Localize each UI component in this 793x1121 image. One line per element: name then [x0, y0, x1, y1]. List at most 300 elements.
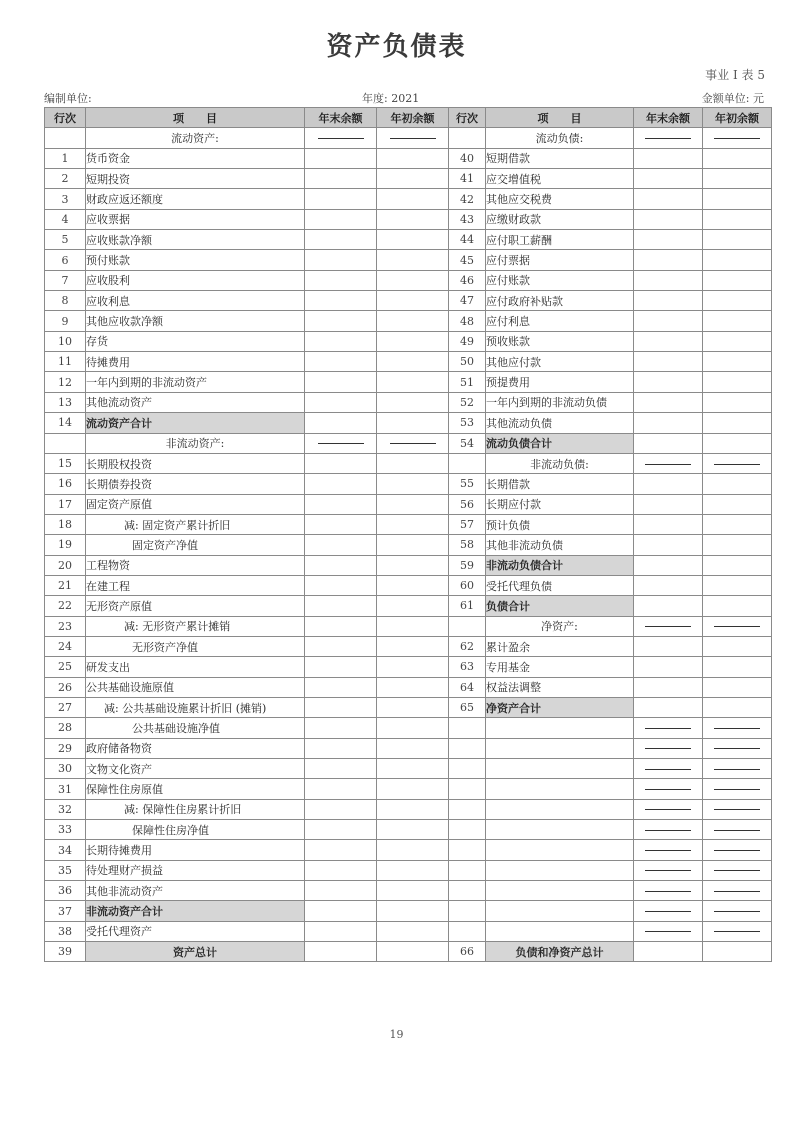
left-row-no: 33 [45, 820, 86, 840]
right-row-no: 49 [449, 331, 486, 351]
right-item [486, 820, 634, 840]
right-end-balance-cell[interactable] [634, 677, 703, 697]
left-begin-balance-cell[interactable] [377, 596, 449, 616]
left-begin-balance-cell[interactable] [377, 209, 449, 229]
left-begin-balance-cell[interactable] [377, 291, 449, 311]
right-row-no: 42 [449, 189, 486, 209]
right-row-no [449, 616, 486, 636]
left-row-no: 37 [45, 901, 86, 921]
left-begin-balance-cell[interactable] [377, 840, 449, 860]
left-begin-balance-cell[interactable] [377, 779, 449, 799]
left-begin-balance-cell[interactable] [377, 820, 449, 840]
table-row [45, 433, 772, 453]
table-row [45, 636, 772, 656]
right-row-no [449, 840, 486, 860]
left-begin-balance-cell[interactable] [377, 535, 449, 555]
right-row-no [449, 738, 486, 758]
left-end-balance-cell[interactable] [305, 148, 377, 168]
right-row-no: 65 [449, 697, 486, 717]
right-end-balance-cell[interactable] [634, 148, 703, 168]
right-end-balance-cell[interactable] [634, 352, 703, 372]
left-begin-balance-cell[interactable] [377, 250, 449, 270]
right-item: 应付职工薪酬 [486, 230, 634, 250]
table-row [45, 860, 772, 880]
dash-mark [714, 728, 760, 729]
right-end-balance-cell [634, 453, 703, 473]
left-end-balance-cell[interactable] [305, 189, 377, 209]
left-row-no: 18 [45, 514, 86, 534]
right-begin-balance-cell[interactable] [703, 331, 772, 351]
left-row-no: 1 [45, 148, 86, 168]
left-begin-balance-cell[interactable] [377, 453, 449, 473]
left-begin-balance-cell[interactable] [377, 311, 449, 331]
left-item: 公共基础设施原值 [86, 677, 305, 697]
left-end-balance-cell[interactable] [305, 169, 377, 189]
right-end-balance-cell[interactable] [634, 311, 703, 331]
right-item [486, 921, 634, 941]
right-row-no: 58 [449, 535, 486, 555]
right-row-no: 51 [449, 372, 486, 392]
left-end-balance-cell[interactable] [305, 636, 377, 656]
right-end-balance-cell[interactable] [634, 372, 703, 392]
left-begin-balance-cell[interactable] [377, 942, 449, 962]
right-end-balance-cell[interactable] [634, 230, 703, 250]
left-begin-balance-cell[interactable] [377, 718, 449, 738]
left-item: 存货 [86, 331, 305, 351]
right-begin-balance-cell[interactable] [703, 535, 772, 555]
right-row-no [449, 881, 486, 901]
left-row-no: 34 [45, 840, 86, 860]
right-begin-balance-cell[interactable] [703, 372, 772, 392]
left-begin-balance-cell[interactable] [377, 372, 449, 392]
table-row [45, 555, 772, 575]
table-row [45, 596, 772, 616]
fiscal-year: 年度: 2021 [362, 92, 420, 105]
table-row [45, 331, 772, 351]
table-row [45, 189, 772, 209]
left-end-balance-cell[interactable] [305, 331, 377, 351]
right-row-no: 44 [449, 230, 486, 250]
dash-mark [714, 911, 760, 912]
right-end-balance-cell [634, 881, 703, 901]
dash-mark [714, 931, 760, 932]
left-begin-balance-cell[interactable] [377, 616, 449, 636]
right-begin-balance-cell[interactable] [703, 169, 772, 189]
right-item: 流动负债: [486, 128, 634, 148]
table-row [45, 392, 772, 412]
right-row-no [449, 759, 486, 779]
right-end-balance-cell[interactable] [634, 270, 703, 290]
left-begin-balance-cell[interactable] [377, 881, 449, 901]
left-begin-balance-cell [377, 128, 449, 148]
right-item: 预提费用 [486, 372, 634, 392]
table-row [45, 148, 772, 168]
left-item: 应收账款净额 [86, 230, 305, 250]
left-end-balance-cell[interactable] [305, 738, 377, 758]
left-item: 短期投资 [86, 169, 305, 189]
right-begin-balance-cell[interactable] [703, 514, 772, 534]
right-begin-balance-cell[interactable] [703, 596, 772, 616]
left-begin-balance-cell[interactable] [377, 169, 449, 189]
right-end-balance-cell[interactable] [634, 942, 703, 962]
table-row [45, 230, 772, 250]
right-row-no [449, 901, 486, 921]
right-end-balance-cell[interactable] [634, 474, 703, 494]
right-end-balance-cell[interactable] [634, 250, 703, 270]
dash-mark [318, 443, 364, 444]
left-end-balance-cell[interactable] [305, 230, 377, 250]
right-begin-balance-cell[interactable] [703, 291, 772, 311]
left-begin-balance-cell[interactable] [377, 575, 449, 595]
left-row-no: 24 [45, 636, 86, 656]
table-row [45, 718, 772, 738]
right-begin-balance-cell[interactable] [703, 392, 772, 412]
left-begin-balance-cell[interactable] [377, 759, 449, 779]
right-end-balance-cell[interactable] [634, 636, 703, 656]
dash-mark [714, 809, 760, 810]
right-begin-balance-cell[interactable] [703, 433, 772, 453]
right-end-balance-cell[interactable] [634, 169, 703, 189]
right-row-no [449, 921, 486, 941]
left-item: 固定资产原值 [86, 494, 305, 514]
left-begin-balance-cell[interactable] [377, 799, 449, 819]
left-begin-balance-cell[interactable] [377, 148, 449, 168]
left-row-no: 15 [45, 453, 86, 473]
left-end-balance-cell[interactable] [305, 881, 377, 901]
right-end-balance-cell[interactable] [634, 575, 703, 595]
left-end-balance-cell[interactable] [305, 514, 377, 534]
right-row-no [449, 453, 486, 473]
right-begin-balance-cell[interactable] [703, 677, 772, 697]
left-item: 研发支出 [86, 657, 305, 677]
left-item: 其他流动资产 [86, 392, 305, 412]
left-end-balance-cell[interactable] [305, 759, 377, 779]
left-begin-balance-cell[interactable] [377, 392, 449, 412]
right-row-no: 52 [449, 392, 486, 412]
right-begin-balance-cell[interactable] [703, 311, 772, 331]
left-end-balance-cell[interactable] [305, 453, 377, 473]
dash-mark [645, 830, 691, 831]
right-end-balance-cell[interactable] [634, 189, 703, 209]
table-row [45, 616, 772, 636]
left-row-no: 21 [45, 575, 86, 595]
left-item: 公共基础设施净值 [86, 718, 305, 738]
right-begin-balance-cell[interactable] [703, 494, 772, 514]
left-begin-balance-cell[interactable] [377, 555, 449, 575]
table-row [45, 901, 772, 921]
right-begin-balance-cell[interactable] [703, 250, 772, 270]
right-end-balance-cell[interactable] [634, 514, 703, 534]
right-item [486, 881, 634, 901]
right-end-balance-cell[interactable] [634, 535, 703, 555]
right-begin-balance-cell [703, 616, 772, 636]
left-begin-balance-cell[interactable] [377, 636, 449, 656]
left-end-balance-cell[interactable] [305, 352, 377, 372]
right-row-no [449, 799, 486, 819]
right-begin-balance-cell [703, 718, 772, 738]
right-row-no: 64 [449, 677, 486, 697]
right-begin-balance-cell[interactable] [703, 189, 772, 209]
left-begin-balance-cell[interactable] [377, 677, 449, 697]
table-row [45, 657, 772, 677]
header-begin-balance: 年初余额 [377, 108, 449, 128]
right-item: 其他流动负债 [486, 413, 634, 433]
right-begin-balance-cell [703, 128, 772, 148]
right-end-balance-cell[interactable] [634, 291, 703, 311]
left-item: 应收股利 [86, 270, 305, 290]
left-item: 货币资金 [86, 148, 305, 168]
right-begin-balance-cell [703, 840, 772, 860]
right-item [486, 759, 634, 779]
right-end-balance-cell[interactable] [634, 209, 703, 229]
left-item: 非流动资产: [86, 433, 305, 453]
left-row-no: 30 [45, 759, 86, 779]
left-begin-balance-cell[interactable] [377, 901, 449, 921]
left-row-no: 10 [45, 331, 86, 351]
left-end-balance-cell[interactable] [305, 901, 377, 921]
dash-mark [714, 626, 760, 627]
left-row-no: 25 [45, 657, 86, 677]
left-end-balance-cell[interactable] [305, 840, 377, 860]
right-begin-balance-cell[interactable] [703, 575, 772, 595]
right-begin-balance-cell[interactable] [703, 942, 772, 962]
left-end-balance-cell[interactable] [305, 311, 377, 331]
left-begin-balance-cell[interactable] [377, 474, 449, 494]
left-row-no: 2 [45, 169, 86, 189]
left-row-no [45, 433, 86, 453]
right-row-no: 46 [449, 270, 486, 290]
left-begin-balance-cell[interactable] [377, 270, 449, 290]
left-item: 减: 固定资产累计折旧 [86, 514, 305, 534]
right-item: 净资产: [486, 616, 634, 636]
right-row-no: 63 [449, 657, 486, 677]
right-begin-balance-cell[interactable] [703, 270, 772, 290]
left-item: 减: 保障性住房累计折旧 [86, 799, 305, 819]
left-begin-balance-cell[interactable] [377, 352, 449, 372]
left-end-balance-cell[interactable] [305, 616, 377, 636]
left-begin-balance-cell[interactable] [377, 494, 449, 514]
right-begin-balance-cell [703, 738, 772, 758]
right-begin-balance-cell[interactable] [703, 230, 772, 250]
left-end-balance-cell[interactable] [305, 677, 377, 697]
left-item: 一年内到期的非流动资产 [86, 372, 305, 392]
right-begin-balance-cell [703, 820, 772, 840]
left-end-balance-cell[interactable] [305, 270, 377, 290]
right-item [486, 840, 634, 860]
left-row-no: 27 [45, 697, 86, 717]
left-item: 文物文化资产 [86, 759, 305, 779]
left-row-no: 32 [45, 799, 86, 819]
table-row [45, 921, 772, 941]
left-row-no: 38 [45, 921, 86, 941]
right-end-balance-cell [634, 128, 703, 148]
left-begin-balance-cell[interactable] [377, 738, 449, 758]
left-row-no: 12 [45, 372, 86, 392]
dash-mark [714, 789, 760, 790]
left-begin-balance-cell[interactable] [377, 657, 449, 677]
right-row-no: 60 [449, 575, 486, 595]
right-row-no: 43 [449, 209, 486, 229]
left-end-balance-cell[interactable] [305, 474, 377, 494]
left-begin-balance-cell[interactable] [377, 921, 449, 941]
left-end-balance-cell[interactable] [305, 820, 377, 840]
left-end-balance-cell[interactable] [305, 942, 377, 962]
right-begin-balance-cell [703, 799, 772, 819]
left-row-no: 3 [45, 189, 86, 209]
right-begin-balance-cell[interactable] [703, 352, 772, 372]
left-end-balance-cell[interactable] [305, 413, 377, 433]
left-end-balance-cell[interactable] [305, 779, 377, 799]
left-end-balance-cell[interactable] [305, 291, 377, 311]
left-row-no: 9 [45, 311, 86, 331]
left-row-no: 35 [45, 860, 86, 880]
right-item: 权益法调整 [486, 677, 634, 697]
right-begin-balance-cell[interactable] [703, 657, 772, 677]
left-end-balance-cell[interactable] [305, 209, 377, 229]
right-end-balance-cell[interactable] [634, 657, 703, 677]
right-end-balance-cell[interactable] [634, 494, 703, 514]
dash-mark [645, 789, 691, 790]
right-row-no [449, 128, 486, 148]
right-row-no: 66 [449, 942, 486, 962]
right-end-balance-cell [634, 901, 703, 921]
right-item: 预收账款 [486, 331, 634, 351]
left-row-no: 19 [45, 535, 86, 555]
right-begin-balance-cell [703, 860, 772, 880]
left-item: 财政应返还额度 [86, 189, 305, 209]
dash-mark [714, 464, 760, 465]
dash-mark [645, 870, 691, 871]
left-end-balance-cell[interactable] [305, 718, 377, 738]
table-row [45, 575, 772, 595]
right-begin-balance-cell[interactable] [703, 474, 772, 494]
left-item: 待处理财产损益 [86, 860, 305, 880]
header-end-balance: 年末余额 [634, 108, 703, 128]
dash-mark [645, 769, 691, 770]
header-begin-balance: 年初余额 [703, 108, 772, 128]
page-number: 19 [389, 1028, 404, 1041]
right-begin-balance-cell[interactable] [703, 209, 772, 229]
left-end-balance-cell[interactable] [305, 799, 377, 819]
right-begin-balance-cell[interactable] [703, 148, 772, 168]
left-begin-balance-cell[interactable] [377, 189, 449, 209]
right-row-no: 59 [449, 555, 486, 575]
right-end-balance-cell [634, 820, 703, 840]
left-end-balance-cell[interactable] [305, 596, 377, 616]
left-end-balance-cell[interactable] [305, 697, 377, 717]
table-row [45, 779, 772, 799]
left-item: 资产总计 [86, 942, 305, 962]
right-item: 净资产合计 [486, 697, 634, 717]
preparing-unit-label: 编制单位: [44, 92, 92, 105]
left-end-balance-cell[interactable] [305, 921, 377, 941]
dash-mark [645, 911, 691, 912]
table-row [45, 311, 772, 331]
left-begin-balance-cell[interactable] [377, 860, 449, 880]
right-begin-balance-cell [703, 921, 772, 941]
left-item: 受托代理资产 [86, 921, 305, 941]
header-row-no: 行次 [449, 108, 486, 128]
left-end-balance-cell[interactable] [305, 555, 377, 575]
right-row-no: 40 [449, 148, 486, 168]
left-item: 其他非流动资产 [86, 881, 305, 901]
left-item: 预付账款 [86, 250, 305, 270]
header-row-no: 行次 [45, 108, 86, 128]
left-end-balance-cell [305, 433, 377, 453]
left-end-balance-cell[interactable] [305, 250, 377, 270]
right-begin-balance-cell [703, 453, 772, 473]
right-item: 应付利息 [486, 311, 634, 331]
right-item: 长期应付款 [486, 494, 634, 514]
header-item: 项 目 [486, 108, 634, 128]
dash-mark [714, 870, 760, 871]
right-end-balance-cell[interactable] [634, 331, 703, 351]
right-row-no: 54 [449, 433, 486, 453]
right-item: 短期借款 [486, 148, 634, 168]
table-row [45, 820, 772, 840]
left-end-balance-cell[interactable] [305, 535, 377, 555]
right-row-no: 62 [449, 636, 486, 656]
left-begin-balance-cell[interactable] [377, 331, 449, 351]
right-item: 非流动负债合计 [486, 555, 634, 575]
table-row [45, 840, 772, 860]
left-end-balance-cell[interactable] [305, 494, 377, 514]
right-item: 其他应交税费 [486, 189, 634, 209]
right-end-balance-cell[interactable] [634, 555, 703, 575]
right-item: 应付票据 [486, 250, 634, 270]
left-end-balance-cell[interactable] [305, 860, 377, 880]
right-begin-balance-cell[interactable] [703, 636, 772, 656]
right-item: 应付政府补贴款 [486, 291, 634, 311]
right-begin-balance-cell[interactable] [703, 413, 772, 433]
right-begin-balance-cell[interactable] [703, 697, 772, 717]
right-end-balance-cell[interactable] [634, 413, 703, 433]
left-end-balance-cell[interactable] [305, 392, 377, 412]
left-item: 流动资产合计 [86, 413, 305, 433]
right-begin-balance-cell[interactable] [703, 555, 772, 575]
left-item: 应收利息 [86, 291, 305, 311]
table-row [45, 250, 772, 270]
left-item: 固定资产净值 [86, 535, 305, 555]
table-row [45, 413, 772, 433]
right-item: 应缴财政款 [486, 209, 634, 229]
right-end-balance-cell[interactable] [634, 433, 703, 453]
left-item: 长期债券投资 [86, 474, 305, 494]
left-row-no: 28 [45, 718, 86, 738]
right-item: 其他应付款 [486, 352, 634, 372]
table-row [45, 270, 772, 290]
right-row-no [449, 820, 486, 840]
right-end-balance-cell[interactable] [634, 596, 703, 616]
left-begin-balance-cell[interactable] [377, 697, 449, 717]
left-end-balance-cell[interactable] [305, 372, 377, 392]
left-end-balance-cell[interactable] [305, 575, 377, 595]
left-begin-balance-cell[interactable] [377, 514, 449, 534]
left-row-no: 20 [45, 555, 86, 575]
left-row-no: 23 [45, 616, 86, 636]
left-item: 无形资产原值 [86, 596, 305, 616]
right-end-balance-cell[interactable] [634, 697, 703, 717]
left-end-balance-cell[interactable] [305, 657, 377, 677]
dash-mark [714, 748, 760, 749]
right-item: 受托代理负债 [486, 575, 634, 595]
table-row [45, 697, 772, 717]
left-item: 减: 公共基础设施累计折旧 (摊销) [86, 697, 305, 717]
right-end-balance-cell[interactable] [634, 392, 703, 412]
table-body [45, 128, 772, 962]
left-begin-balance-cell[interactable] [377, 413, 449, 433]
left-begin-balance-cell[interactable] [377, 230, 449, 250]
